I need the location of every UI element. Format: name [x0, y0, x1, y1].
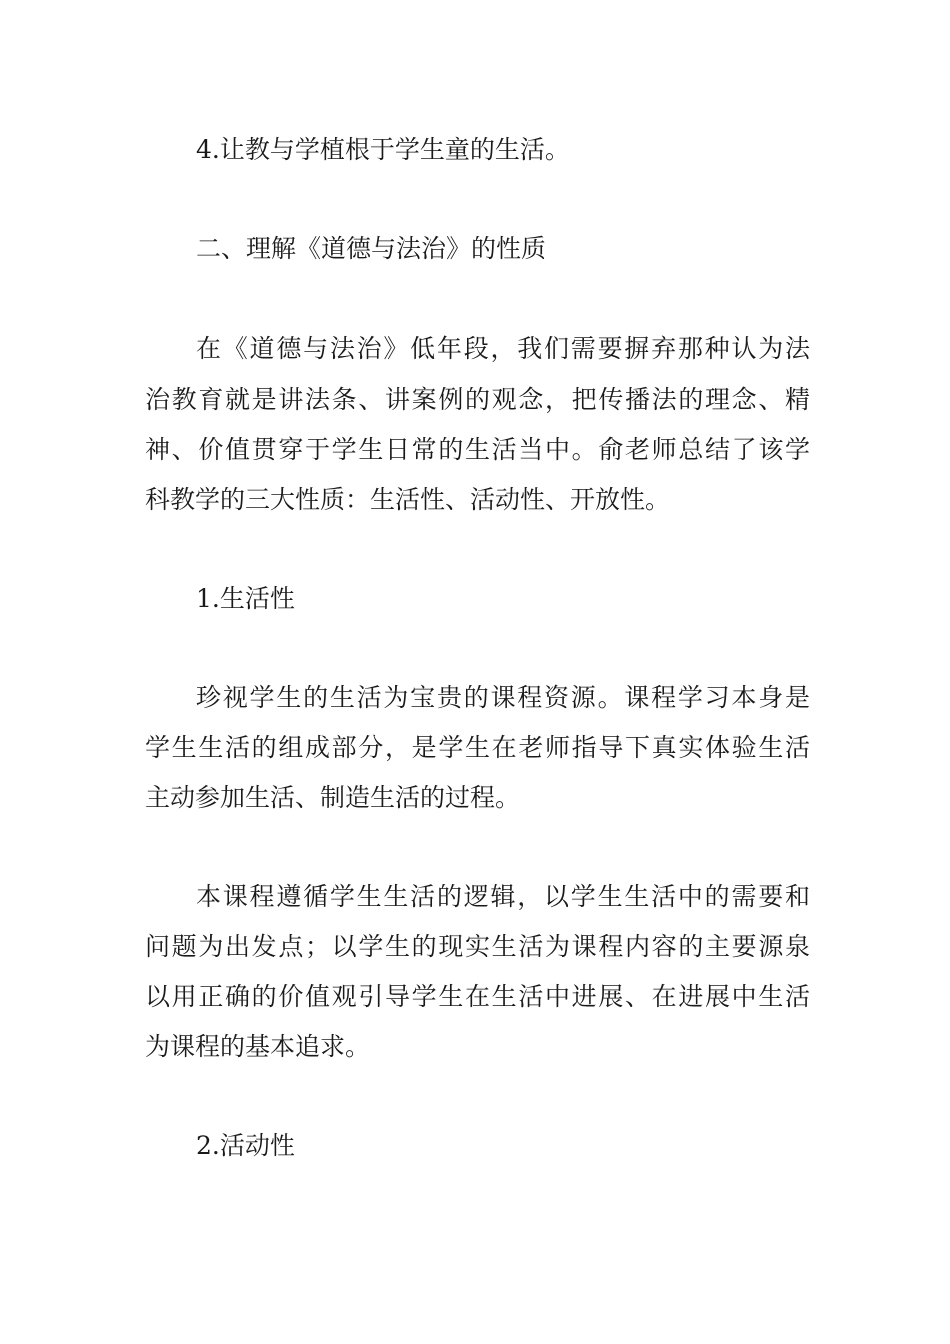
- paragraph-line: 神、价值贯穿于学生日常的生活当中。俞老师总结了该学: [145, 435, 810, 464]
- subsection-heading: 2.活动性: [196, 1131, 295, 1160]
- section-heading: 二、理解《道德与法治》的性质: [196, 234, 547, 263]
- paragraph-line: 学生生活的组成部分，是学生在老师指导下真实体验生活: [145, 733, 810, 762]
- paragraph-line: 在《道德与法治》低年段，我们需要摒弃那种认为法: [196, 334, 810, 363]
- list-item-heading: 4.让教与学植根于学生童的生活。: [196, 135, 570, 164]
- subsection-heading: 1.生活性: [196, 584, 295, 613]
- paragraph-line: 治教育就是讲法条、讲案例的观念，把传播法的理念、精: [145, 385, 810, 414]
- paragraph-line: 科教学的三大性质：生活性、活动性、开放性。: [145, 485, 671, 514]
- paragraph-line: 珍视学生的生活为宝贵的课程资源。课程学习本身是: [196, 683, 810, 712]
- paragraph-line: 为课程的基本追求。: [145, 1032, 371, 1061]
- paragraph-line: 问题为出发点；以学生的现实生活为课程内容的主要源泉: [145, 932, 810, 961]
- paragraph-line: 主动参加生活、制造生活的过程。: [145, 783, 521, 812]
- paragraph-line: 以用正确的价值观引导学生在生活中进展、在进展中生活: [145, 982, 810, 1011]
- paragraph-line: 本课程遵循学生生活的逻辑，以学生生活中的需要和: [196, 882, 810, 911]
